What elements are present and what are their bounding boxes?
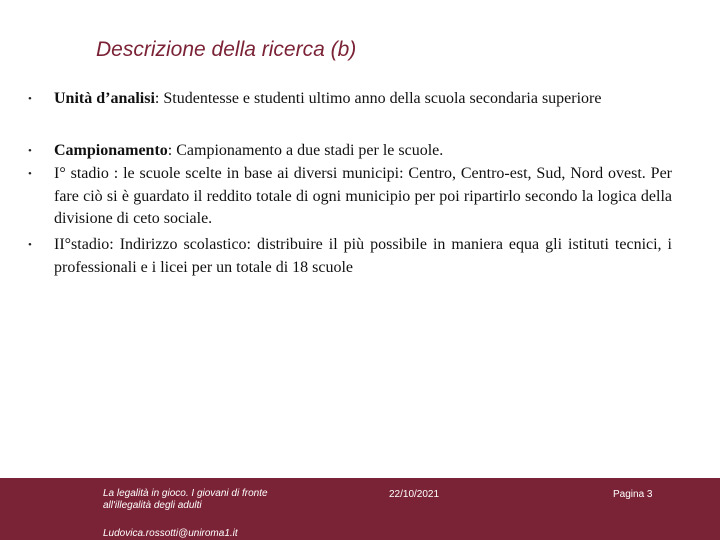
bullet-marker: •: [28, 239, 32, 251]
footer-page-number: Pagina 3: [613, 489, 653, 500]
footer-date: 22/10/2021: [389, 489, 440, 500]
bullet-campionamento: [54, 140, 672, 163]
bullet-marker: •: [28, 168, 32, 180]
bullet-text: : Campionamento a due stadi per le scuole.: [167, 142, 444, 159]
bullet-marker: •: [28, 145, 32, 157]
footer-email: Ludovica.rossotti@uniroma1.it: [103, 528, 238, 539]
bullet-primo-stadio: I° stadio : le scuole scelte in base ai diversi municipi: Centro, Centro-est, Sud, Nord ovest. Per fare ciò si è guardato il reddito totale di ogni municipio per poi ripartirlo secondo la logica della divisione di ceto sociale.: [54, 165, 672, 227]
bullet-marker: •: [28, 93, 32, 105]
bullet-unita-analisi: [54, 88, 672, 111]
footer-bar: [0, 478, 720, 540]
bullet-text: : Studentesse e studenti ultimo anno della scuola secondaria superiore: [154, 90, 602, 107]
bullet-secondo-stadio: II°stadio: Indirizzo scolastico: distribuire il più possibile in maniera equa gli istituti tecnici, i professionali e i licei per un totale di 18 scuole: [54, 236, 672, 276]
slide-title: Descrizione della ricerca (b): [96, 38, 357, 61]
bullet-label: Unità d’analisi: [54, 90, 155, 107]
footer-caption: La legalità in gioco. I giovani di fronte all'illegalità degli adulti: [103, 488, 268, 511]
bullet-label: Campionamento: [54, 142, 168, 159]
